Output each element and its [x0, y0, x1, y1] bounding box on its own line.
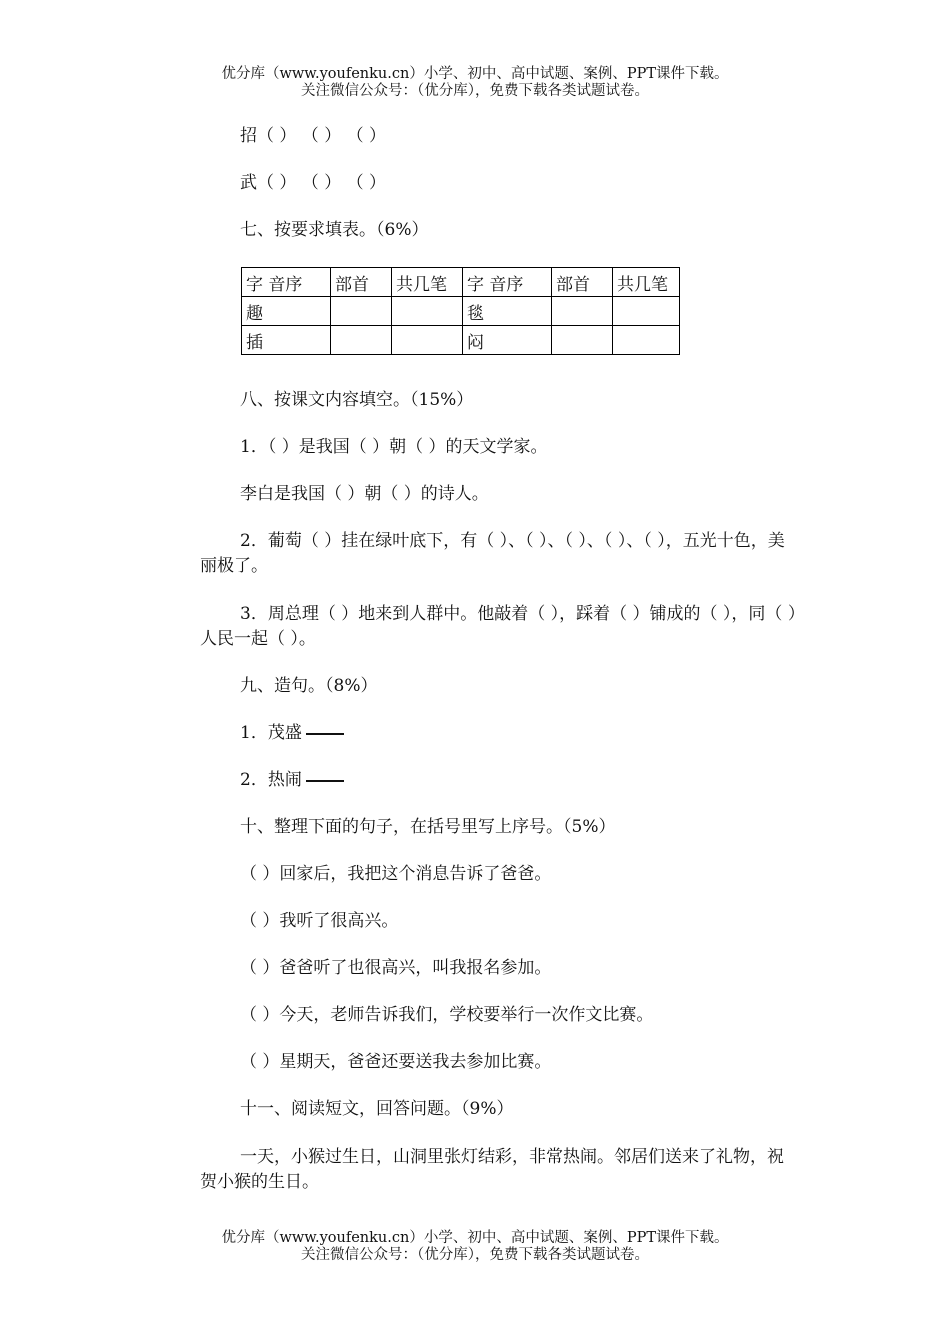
fill-table [241, 267, 680, 355]
table-header-cell: 共几笔 [392, 268, 463, 297]
footer-line-1: 优分库（www.youfenku.cn）小学、初中、高中试题、案例、PPT课件下载。 [221, 1230, 729, 1246]
section10-item-1: （ ）回家后，我把这个消息告诉了爸爸。 [240, 864, 552, 884]
table-cell: 毯 [463, 297, 552, 326]
section11-title: 十一、阅读短文，回答问题。（9%） [240, 1099, 514, 1119]
section10-title: 十、整理下面的句子，在括号里写上序号。（5%） [240, 817, 616, 837]
section11-passage: 一天，小猴过生日，山洞里张灯结彩，非常热闹。邻居们送来了礼物，祝贺小猴的生日。 [200, 1147, 784, 1192]
table-header-row [242, 268, 680, 297]
table-header-cell: 共几笔 [613, 268, 680, 297]
section10-item-4: （ ）今天，老师告诉我们，学校要举行一次作文比赛。 [240, 1005, 654, 1025]
section10-item-5: （ ）星期天，爸爸还要送我去参加比赛。 [240, 1052, 552, 1072]
table-cell[interactable] [613, 326, 680, 355]
section8-q2: 2．葡萄（ ）挂在绿叶底下，有（ ）、（ ）、（ ）、（ ）、（ ），五光十色，美丽极了。 [200, 531, 785, 576]
answer-dash [306, 733, 344, 735]
page-header [0, 66, 950, 100]
section8-title: 八、按课文内容填空。（15%） [240, 390, 474, 410]
section7-title: 七、按要求填表。（6%） [240, 220, 429, 240]
table-cell: 趣 [242, 297, 331, 326]
section8-q1b: 李白是我国（ ）朝（ ）的诗人。 [240, 484, 489, 504]
table-row [242, 326, 680, 355]
section9-title: 九、造句。（8%） [240, 676, 378, 696]
table-row [242, 297, 680, 326]
answer-dash [306, 780, 344, 782]
section10-item-3: （ ）爸爸听了也很高兴，叫我报名参加。 [240, 958, 552, 978]
table-header-cell: 部首 [552, 268, 613, 297]
table-cell[interactable] [331, 326, 392, 355]
table-cell: 闷 [463, 326, 552, 355]
table-cell[interactable] [613, 297, 680, 326]
section8-q1a: 1．（ ）是我国（ ）朝（ ）的天文学家。 [240, 437, 548, 457]
page-footer [0, 1230, 950, 1264]
header-line-2: 关注微信公众号：（优分库），免费下载各类试题试卷。 [301, 83, 649, 99]
section9-q1 [240, 721, 344, 745]
table-cell[interactable] [552, 326, 613, 355]
table-header-cell: 字 音序 [463, 268, 552, 297]
table-header-cell: 部首 [331, 268, 392, 297]
header-line-1: 优分库（www.youfenku.cn）小学、初中、高中试题、案例、PPT课件下载。 [221, 66, 729, 82]
footer-line-2: 关注微信公众号：（优分库），免费下载各类试题试卷。 [301, 1247, 649, 1263]
section6-row-2: 武（ ） （ ） （ ） [240, 173, 387, 193]
section8-q3: 3．周总理（ ）地来到人群中。他敲着（ ），踩着（ ）铺成的（ ），同（ ）人民一起（ ）。 [200, 604, 797, 649]
table-cell[interactable] [552, 297, 613, 326]
table-cell[interactable] [392, 297, 463, 326]
table-cell[interactable] [392, 326, 463, 355]
section10-item-2: （ ）我听了很高兴。 [240, 911, 399, 931]
table-cell: 插 [242, 326, 331, 355]
section9-q2 [240, 768, 344, 792]
section9-q2-text: 2．热闹 [240, 770, 302, 790]
section6-row-1: 招（ ） （ ） （ ） [240, 126, 387, 146]
table-header-cell: 字 音序 [242, 268, 331, 297]
section9-q1-text: 1．茂盛 [240, 723, 302, 743]
table-cell[interactable] [331, 297, 392, 326]
